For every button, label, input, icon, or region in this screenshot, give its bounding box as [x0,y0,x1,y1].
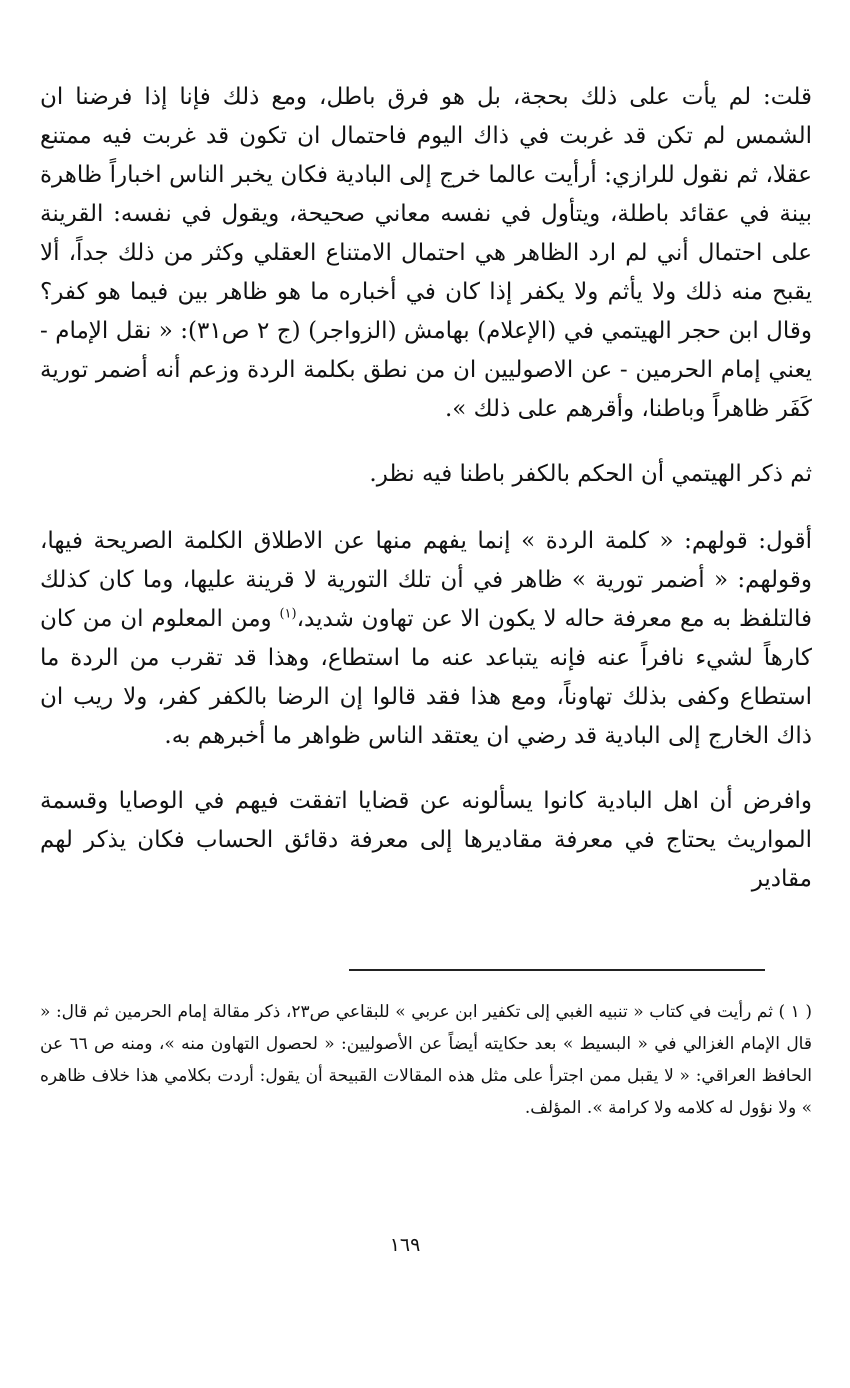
paragraph-4: وافرض أن اهل البادية كانوا يسألونه عن قضايا اتفقت فيهم في الوصايا وقسمة المواريث يحتاج في معرفة مقاديرها إلى معرفة دقائق الحساب فكان يذكر لهم مقادير [40,788,812,892]
footnote-divider [349,969,765,971]
paragraph-2: ثم ذكر الهيتمي أن الحكم بالكفر باطنا فيه نظر. [369,461,812,487]
paragraph-3-text-end: ومن المعلوم ان من كان كارهاً لشيء نافراً عنه فإنه يتباعد عنه ما استطاع، وهذا قد تقرب من الردة ما استطاع وكفى بذلك تهاوناً، ومع هذا فقد قالوا إن الرضا بالكفر كفر، ولا ريب ان ذاك الخارج إلى البادية قد رضي ان يعتقد الناس ظواهر ما أخبرهم به. [40,606,812,749]
paragraph-3-text-start: أقول: قولهم: « كلمة الردة » إنما يفهم منها عن الاطلاق الكلمة الصريحة فيها، وقولهم: « أضمر تورية » ظاهر في أن تلك التورية لا قرينة عليها، وما كان كذلك فالتلفظ به مع معرفة حاله لا يكون الا عن تهاون شديد، [40,528,812,632]
paragraph-3 [40,522,812,756]
main-text [40,78,812,899]
page-number: ١٦٩ [389,1234,421,1256]
footnote-text: ( ١ ) ثم رأيت في كتاب « تنبيه الغبي إلى تكفير ابن عربي » للبقاعي ص٢٣، ذكر مقالة إمام الحرمين ثم قال: « قال الإمام الغزالي في « البسيط » بعد حكايته أيضاً عن الأصوليين: « لحصول التهاون منه »، ومنه ص ٦٦ عن الحافظ العراقي: « لا يقبل ممن اجترأ على مثل هذه المقالات القبيحة أن يقول: أردت بكلامي هذا خلاف ظاهره » ولا نؤول له كلامه ولا كرامة ». المؤلف. [40,1002,812,1118]
footnote [40,996,812,1124]
footnote-reference[interactable]: (١) [279,606,297,622]
paragraph-1: قلت: لم يأت على ذلك بحجة، بل هو فرق باطل، ومع ذلك فإنا إذا فرضنا ان الشمس لم تكن قد غربت في ذاك اليوم فاحتمال ان تكون قد غربت فيه ممتنع عقلا، ثم نقول للرازي: أرأيت عالما خرج إلى البادية فكان يخبر الناس اخباراً ظاهرة بينة في عقائد باطلة، ويتأول في نفسه معاني صحيحة، ويقول في نفسه: القرينة على احتمال أني لم ارد الظاهر هي احتمال الامتناع العقلي وكثر من ذلك جداً، ألا يقبح منه ذلك ولا يأثم ولا يكفر إذا كان في أخباره ما هو ظاهر بين فيما هو كفر؟ وقال ابن حجر الهيتمي في (الإعلام) بهامش (الزواجر) (ج ٢ ص٣١): « نقل الإمام - يعني إمام الحرمين - عن الاصوليين ان من نطق بكلمة الردة وزعم أنه أضمر تورية كَفَر ظاهراً وباطنا، وأقرهم على ذلك ». [40,84,813,422]
